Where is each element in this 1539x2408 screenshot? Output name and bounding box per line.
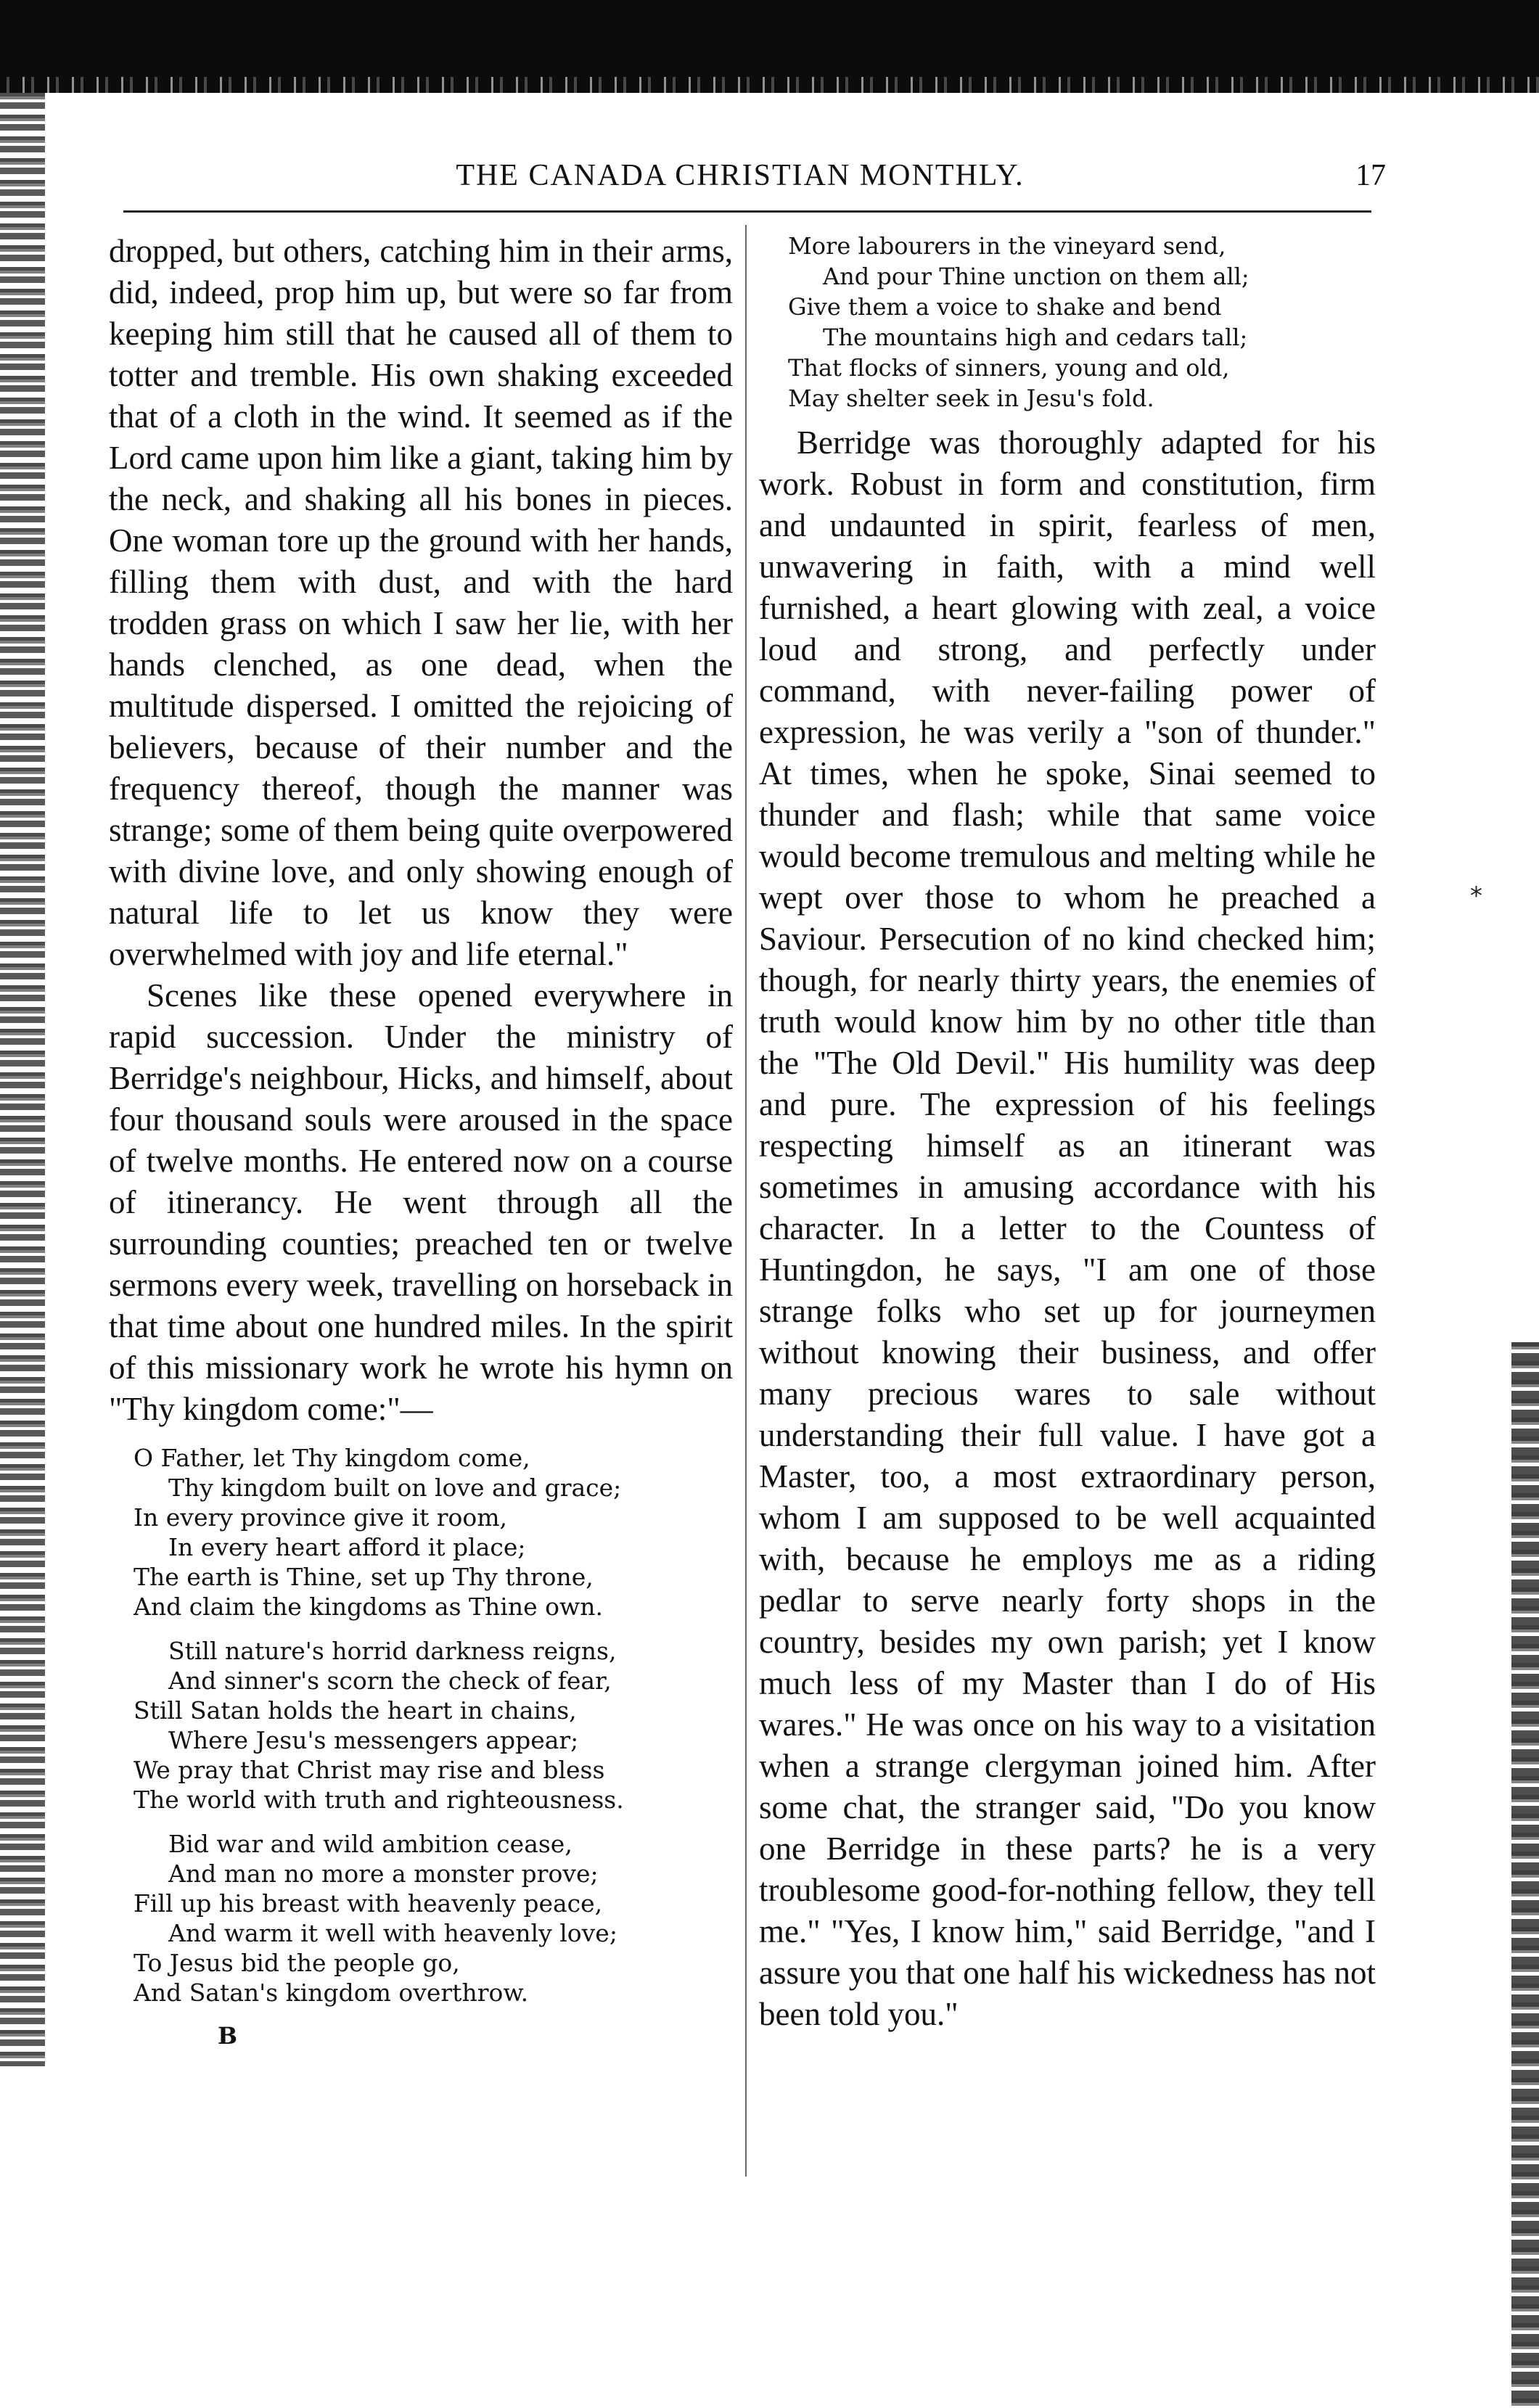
left-column	[109, 231, 733, 2050]
verse-line: In every province give it room,	[134, 1503, 508, 1532]
continued-verse	[788, 231, 1376, 414]
verse-line: And man no more a monster prove;	[168, 1860, 599, 1888]
hymn-stanza-1	[134, 1443, 733, 1622]
verse-line: To Jesus bid the people go,	[134, 1949, 460, 1977]
header-rule	[123, 210, 1371, 213]
page-header	[123, 158, 1386, 202]
verse-line: Give them a voice to shake and bend	[788, 293, 1222, 321]
scan-left-edge	[0, 93, 45, 2066]
verse-line: More labourers in the vineyard send,	[788, 232, 1226, 260]
verse-line: In every heart afford it place;	[168, 1533, 526, 1561]
verse-line: O Father, let Thy kingdom come,	[134, 1444, 530, 1472]
running-head: THE CANADA CHRISTIAN MONTHLY.	[456, 159, 1025, 192]
margin-speck: *	[1470, 882, 1482, 911]
hymn-stanza-2	[134, 1636, 733, 1815]
left-paragraph-2: Scenes like these opened everywhere in rapid succession. Under the ministry of Berridge's neighbour, Hicks, and himself, about four thousand souls were aroused in the space of twelve months. He entered now on a course of itinerancy. He went through all the surrounding counties; preached ten or twelve sermons every week, travelling on horseback in that time about one hundred miles. In the spirit of this missionary work he wrote his hymn on "Thy kingdom come:"—	[109, 977, 733, 1427]
verse-line: Still nature's horrid darkness reigns,	[168, 1637, 617, 1665]
verse-line: We pray that Christ may rise and bless	[134, 1756, 605, 1784]
verse-line: The earth is Thine, set up Thy throne,	[134, 1563, 594, 1591]
scan-right-edge	[1511, 1342, 1539, 2408]
verse-line: The world with truth and righteousness.	[134, 1786, 624, 1814]
verse-line: And warm it well with heavenly love;	[168, 1919, 617, 1947]
verse-line: May shelter seek in Jesu's fold.	[788, 385, 1154, 412]
verse-line: And pour Thine unction on them all;	[823, 263, 1249, 290]
verse-line: Thy kingdom built on love and grace;	[168, 1474, 622, 1502]
verse-line: And sinner's scorn the check of fear,	[168, 1667, 612, 1695]
left-paragraph-1: dropped, but others, catching him in their arms, did, indeed, prop him up, but were so far from keeping him still that he caused all of them to totter and tremble. His own shaking exceeded that of a cloth in the wind. It seemed as if the Lord came upon him like a giant, taking him by the neck, and shaking all his bones in pieces. One woman tore up the ground with her hands, filling them with dust, and with the hard trodden grass on which I saw her lie, with her hands clenched, as one dead, when the multitude dispersed. I omitted the rejoicing of believers, because of their number and the frequency thereof, though the manner was strange; some of them being quite overpowered with divine love, and only showing enough of natural life to let us know they were overwhelmed with joy and life eternal."	[109, 233, 733, 972]
verse-line: And Satan's kingdom overthrow.	[134, 1978, 529, 2007]
right-column	[759, 231, 1376, 2035]
right-paragraph-1: Berridge was thoroughly adapted for his work. Robust in form and constitution, firm and undaunted in spirit, fearless of men, unwavering in faith, with a mind well furnished, a heart glowing with zeal, a voice loud and strong, and perfectly under command, with never-failing power of expression, he was verily a "son of thunder." At times, when he spoke, Sinai seemed to thunder and flash; while that same voice would become tremulous and melting while he wept over those to whom he preached a Saviour. Persecution of no kind checked him; though, for nearly thirty years, the enemies of truth would know him by no other title than the "The Old Devil." His humility was deep and pure. The expression of his feelings respecting himself as an itinerant was sometimes in amusing accordance with his character. In a letter to the Countess of Huntingdon, he says, "I am one of those strange folks who set up for journeymen without knowing their business, and offer many precious wares to sale without understanding their full value. I have got a Master, too, a most extraordinary person, whom I am supposed to be well acquainted with, because he employs me as a riding pedlar to serve nearly forty shops in the country, besides my own parish; yet I know much less of my Master than I do of His wares." He was once on his way to a visitation when a strange clergyman joined him. After some chat, the stranger said, "Do you know one Berridge in these parts? he is a very troublesome good-for-nothing fellow, they tell me." "Yes, I know him," said Berridge, "and I assure you that one half his wickedness has not been told you."	[759, 424, 1376, 2032]
verse-line: That flocks of sinners, young and old,	[788, 354, 1230, 382]
verse-line: Where Jesu's messengers appear;	[168, 1726, 579, 1754]
verse-line: Fill up his breast with heavenly peace,	[134, 1889, 603, 1918]
verse-line: Bid war and wild ambition cease,	[168, 1830, 572, 1858]
page-number: 17	[1355, 159, 1386, 192]
verse-line: Still Satan holds the heart in chains,	[134, 1696, 577, 1725]
signature-mark: B	[218, 2022, 238, 2050]
verse-line: And claim the kingdoms as Thine own.	[134, 1593, 603, 1621]
scan-top-border	[0, 0, 1539, 93]
verse-line: The mountains high and cedars tall;	[823, 324, 1248, 351]
hymn-stanza-3	[134, 1829, 733, 2008]
column-divider	[745, 225, 747, 2177]
